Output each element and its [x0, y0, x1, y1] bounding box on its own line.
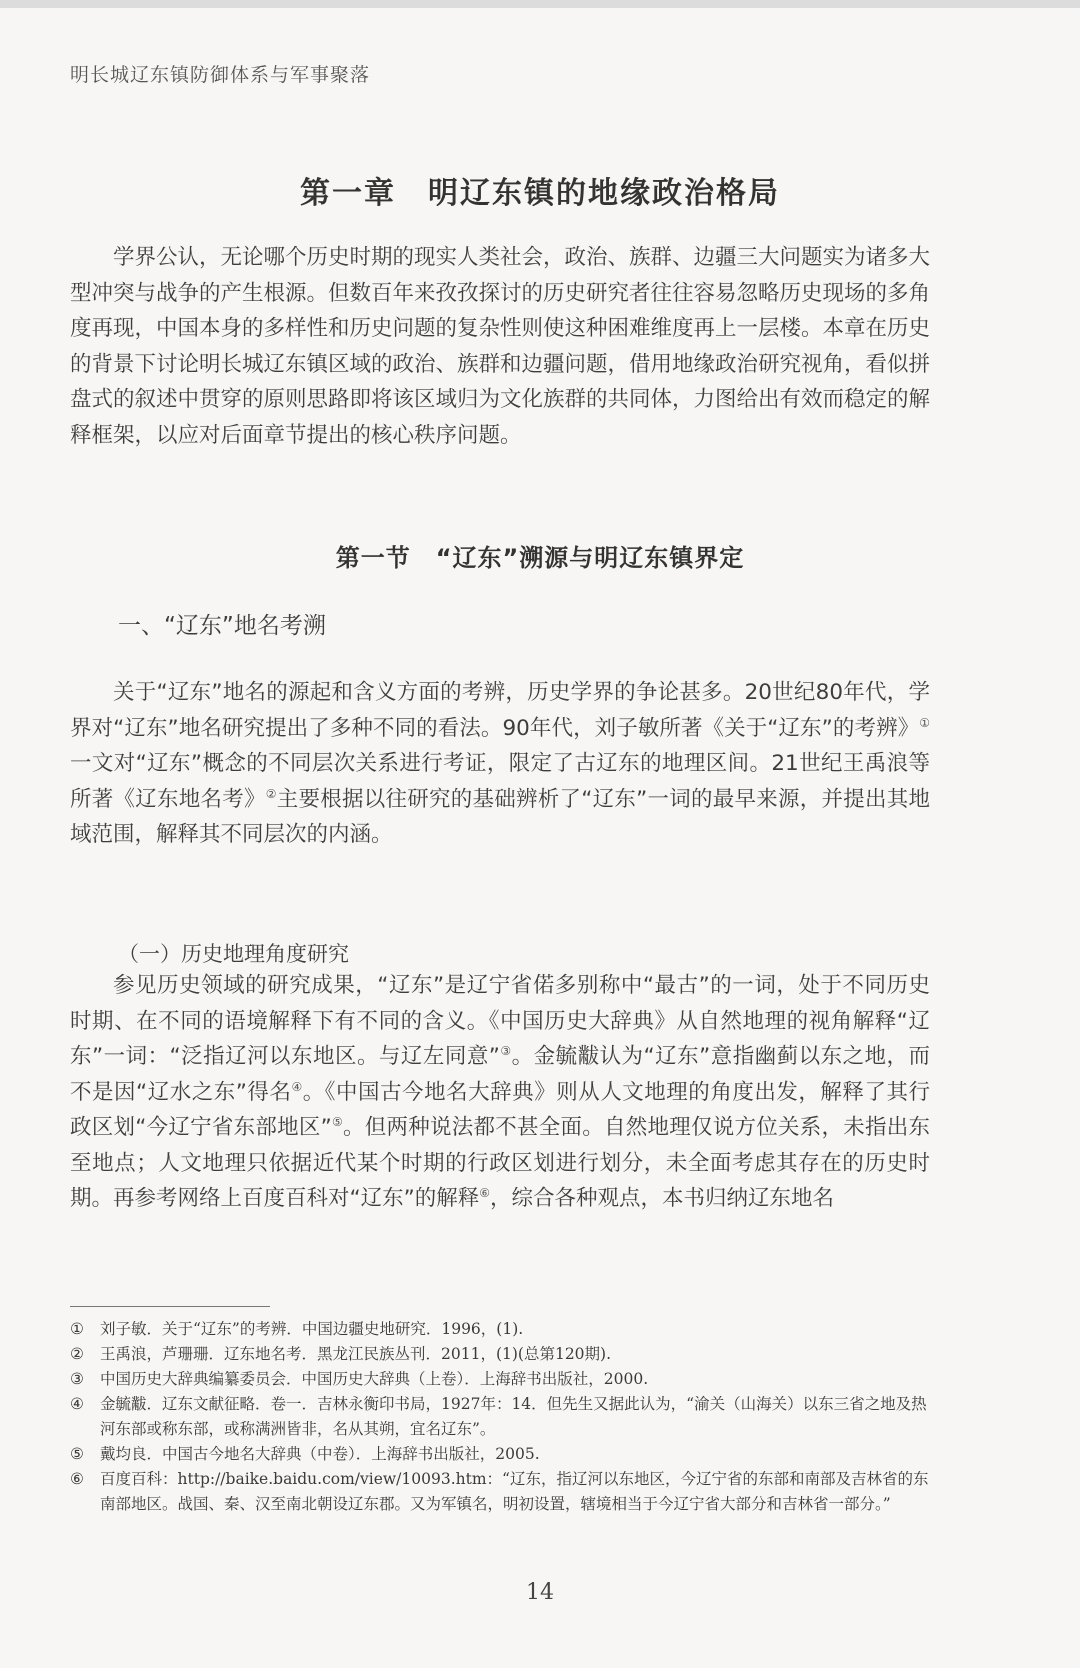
- footnote-ref[interactable]: ②: [265, 786, 277, 801]
- footnote-number: ①: [70, 1320, 84, 1338]
- text-run: 一文对“辽东”概念的不同层次关系进行考证，限定了古辽东的地理区间。21世纪王禹浪等所著《辽东地名考》: [70, 751, 930, 812]
- subsection-title: 一、“辽东”地名考溯: [118, 613, 326, 639]
- footnote-ref[interactable]: ⑥: [479, 1185, 491, 1200]
- intro-paragraph: [70, 240, 930, 453]
- footnote-text: 王禹浪，芦珊珊．辽东地名考．黑龙江民族丛刊．2011，(1)(总第120期).: [100, 1345, 612, 1363]
- text-run: ，综合各种观点，本书归纳辽东地名: [490, 1186, 835, 1211]
- footnote-item: [70, 1392, 930, 1442]
- running-header: 明长城辽东镇防御体系与军事聚落: [70, 64, 371, 86]
- footnote-number: ⑥: [70, 1470, 84, 1488]
- footnote-text: 中国历史大辞典编纂委员会．中国历史大辞典（上卷）．上海辞书出版社，2000.: [100, 1370, 649, 1388]
- text-run: 关于“辽东”地名的源起和含义方面的考辨，历史学界的争论甚多。20世纪80年代，学界对“辽东”地名研究提出了多种不同的看法。90年代，刘子敏所著《关于“辽东”的考辨》: [70, 680, 930, 741]
- footnote-ref[interactable]: ③: [499, 1043, 512, 1058]
- intro-text: 学界公认，无论哪个历史时期的现实人类社会，政治、族群、边疆三大问题实为诸多大型冲突与战争的产生根源。但数百年来孜孜探讨的历史研究者往往容易忽略历史现场的多角度再现，中国本身的多样性和历史问题的复杂性则使这种困难维度再上一层楼。本章在历史的背景下讨论明长城辽东镇区域的政治、族群和边疆问题，借用地缘政治研究视角，看似拼盘式的叙述中贯穿的原则思路即将该区域归为文化族群的共同体，力图给出有效而稳定的解释框架，以应对后面章节提出的核心秩序问题。: [70, 245, 931, 448]
- footnote-item: [70, 1342, 930, 1367]
- footnote-number: ③: [70, 1370, 84, 1388]
- page-number: 14: [526, 1580, 554, 1605]
- footnote-text: 戴均良．中国古今地名大辞典（中卷）．上海辞书出版社，2005.: [100, 1445, 540, 1463]
- footnote-text: 百度百科：http://baike.baidu.com/view/10093.htm：“辽东，指辽河以东地区，今辽宁省的东部和南部及吉林省的东南部地区。战国、秦、汉至南北朝设辽东郡。又为军镇名，明初设置，辖境相当于今辽宁省大部分和吉林省一部分。”: [100, 1470, 929, 1513]
- footnote-item: [70, 1467, 930, 1517]
- footnote-text: 刘子敏．关于“辽东”的考辨．中国边疆史地研究．1996，(1).: [100, 1320, 524, 1338]
- footnote-item: [70, 1317, 930, 1342]
- footnote-number: ④: [70, 1395, 84, 1413]
- text-run: 。但两种说法都不甚全面。自然地理仅说方位关系，未指出东至地点；人文地理只依据近代某个时期的行政区划进行划分，未全面考虑其存在的历史时期。再参考网络上百度百科对“辽东”的解释: [70, 1115, 930, 1211]
- text-run: 主要根据以往研究的基础辨析了“辽东”一词的最早来源，并提出其地域范围，解释其不同层次的内涵。: [70, 786, 930, 847]
- footnote-divider: [70, 1306, 270, 1307]
- text-run: 。《中国古今地名大辞典》则从人文地理的角度出发，解释了其行政区划“今辽宁省东部地区”: [70, 1079, 930, 1140]
- footnote-number: ②: [70, 1345, 84, 1363]
- footnote-item: [70, 1367, 930, 1392]
- footnote-text: 金毓黻．辽东文献征略．卷一．吉林永衡印书局，1927年：14．但先生又据此认为，“渝关（山海关）以东三省之地及热河东部或称东部，或称满洲皆非，名从其朔，宜名辽东”。: [100, 1395, 927, 1438]
- text-run: 。金毓黻认为“辽东”意指幽蓟以东之地，而不是因“辽水之东”得名: [70, 1044, 931, 1105]
- footnote-ref[interactable]: ④: [291, 1079, 303, 1094]
- chapter-title: 第一章 明辽东镇的地缘政治格局: [300, 176, 780, 211]
- footnote-ref[interactable]: ⑤: [331, 1114, 344, 1129]
- scan-edge-shade: [0, 0, 1080, 8]
- footnote-ref[interactable]: ①: [919, 715, 930, 730]
- text-run: 参见历史领域的研究成果，“辽东”是辽宁省偌多别称中“最古”的一词，处于不同历史时期、在不同的语境解释下有不同的含义。《中国历史大辞典》从自然地理的视角解释“辽东”一词：“泛指辽河以东地区。与辽左同意”: [70, 973, 930, 1069]
- paragraph-liaodong-origin: [70, 675, 930, 853]
- subsubsection-title: （一）历史地理角度研究: [118, 942, 349, 966]
- footnotes: [70, 1317, 930, 1517]
- paragraph-historical-geography: [70, 968, 930, 1217]
- footnote-number: ⑤: [70, 1445, 84, 1463]
- footnote-item: [70, 1442, 930, 1467]
- paragraph-text: [70, 968, 930, 1217]
- section-title: 第一节 “辽东”溯源与明辽东镇界定: [335, 544, 745, 572]
- paragraph-text: [70, 675, 930, 853]
